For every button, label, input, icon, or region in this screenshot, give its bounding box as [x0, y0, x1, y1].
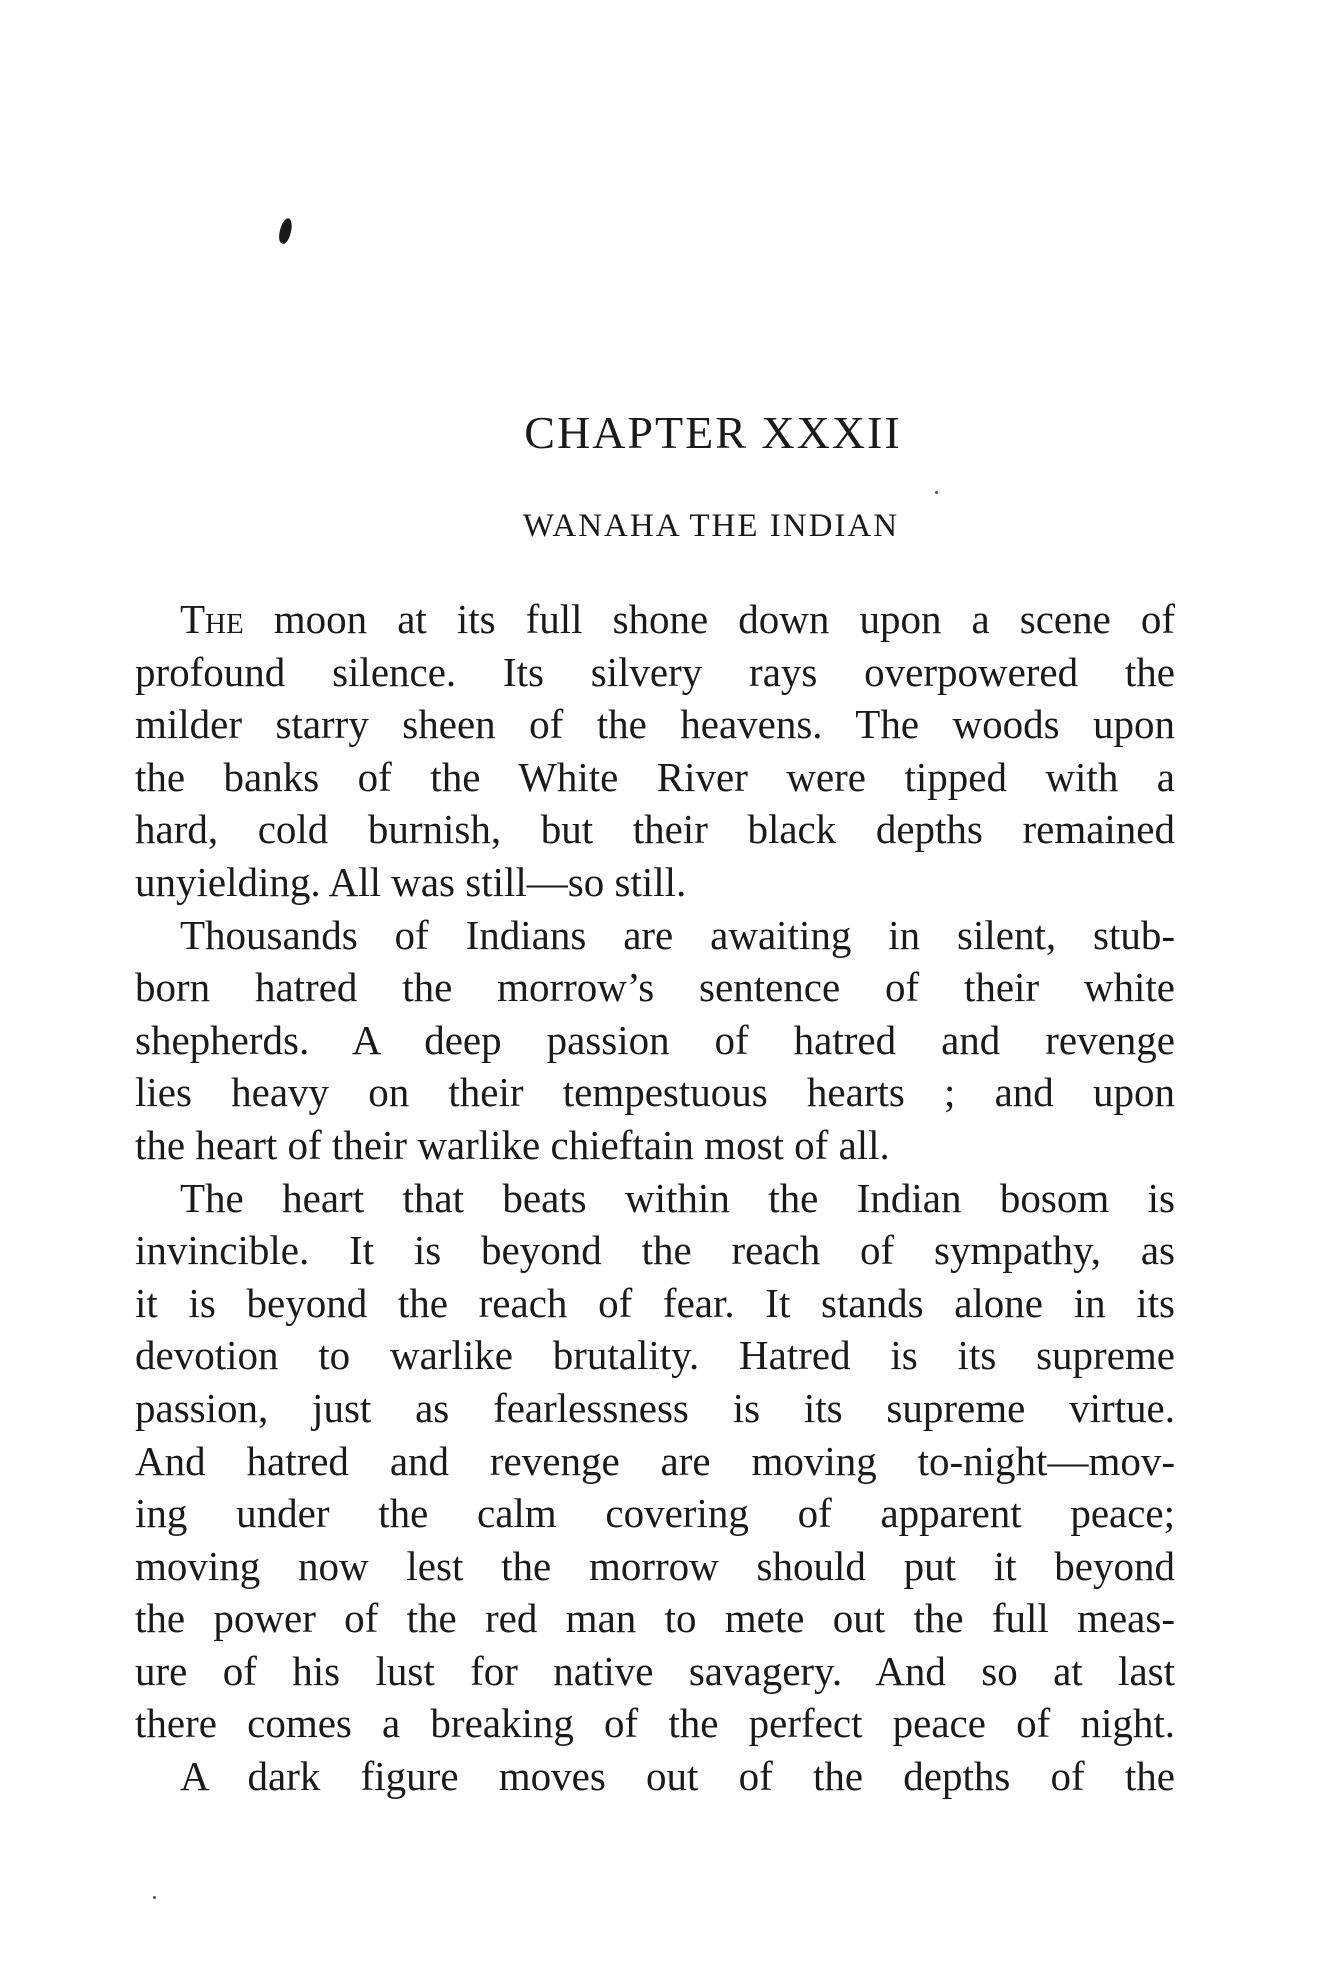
text-line: The moon at its full shone down upon a scene of	[180, 596, 1175, 642]
text-line: the banks of the White River were tipped with a	[135, 753, 1175, 800]
text-line: milder starry sheen of the heavens. The woods upon	[135, 701, 1175, 748]
text-line: hard, cold burnish, but their black depths remained	[135, 806, 1175, 853]
text-line: moving now lest the morrow should put it beyond	[135, 1542, 1175, 1589]
ink-blot	[277, 217, 294, 245]
text-line: the power of the red man to mete out the full meas-	[135, 1595, 1175, 1642]
ink-speck	[935, 491, 938, 494]
text-line: there comes a breaking of the perfect peace of night.	[135, 1700, 1175, 1747]
text-line: unyielding. All was still—so still.	[135, 858, 687, 905]
text-line: passion, just as fearlessness is its supreme virtue.	[135, 1384, 1175, 1431]
text-line: the heart of their warlike chieftain most of all.	[135, 1121, 890, 1168]
text-line: born hatred the morrow’s sentence of their white	[135, 964, 1175, 1011]
text-line: it is beyond the reach of fear. It stands alone in its	[135, 1279, 1175, 1326]
text-line: shepherds. A deep passion of hatred and revenge	[135, 1016, 1175, 1063]
lead-word: The	[180, 596, 244, 642]
text-line: A dark figure moves out of the depths of the	[180, 1753, 1175, 1800]
text-line: ing under the calm covering of apparent peace;	[135, 1490, 1175, 1537]
text-line: profound silence. Its silvery rays overpowered the	[135, 648, 1175, 695]
text-line: And hatred and revenge are moving to-night—mov-	[135, 1437, 1175, 1484]
text-line: Thousands of Indians are awaiting in silent, stub-	[180, 911, 1175, 958]
chapter-title: WANAHA THE INDIAN	[522, 508, 900, 544]
text-line: ure of his lust for native savagery. And so at last	[135, 1647, 1175, 1694]
ink-speck	[153, 1896, 156, 1899]
text-line: lies heavy on their tempestuous hearts ; and upon	[135, 1069, 1175, 1116]
chapter-body	[135, 593, 1175, 1803]
chapter-heading: CHAPTER XXXII	[524, 407, 902, 458]
text-line: devotion to warlike brutality. Hatred is its supreme	[135, 1332, 1175, 1379]
text-line: The heart that beats within the Indian bosom is	[180, 1174, 1175, 1221]
text-line: invincible. It is beyond the reach of sympathy, as	[135, 1227, 1175, 1274]
